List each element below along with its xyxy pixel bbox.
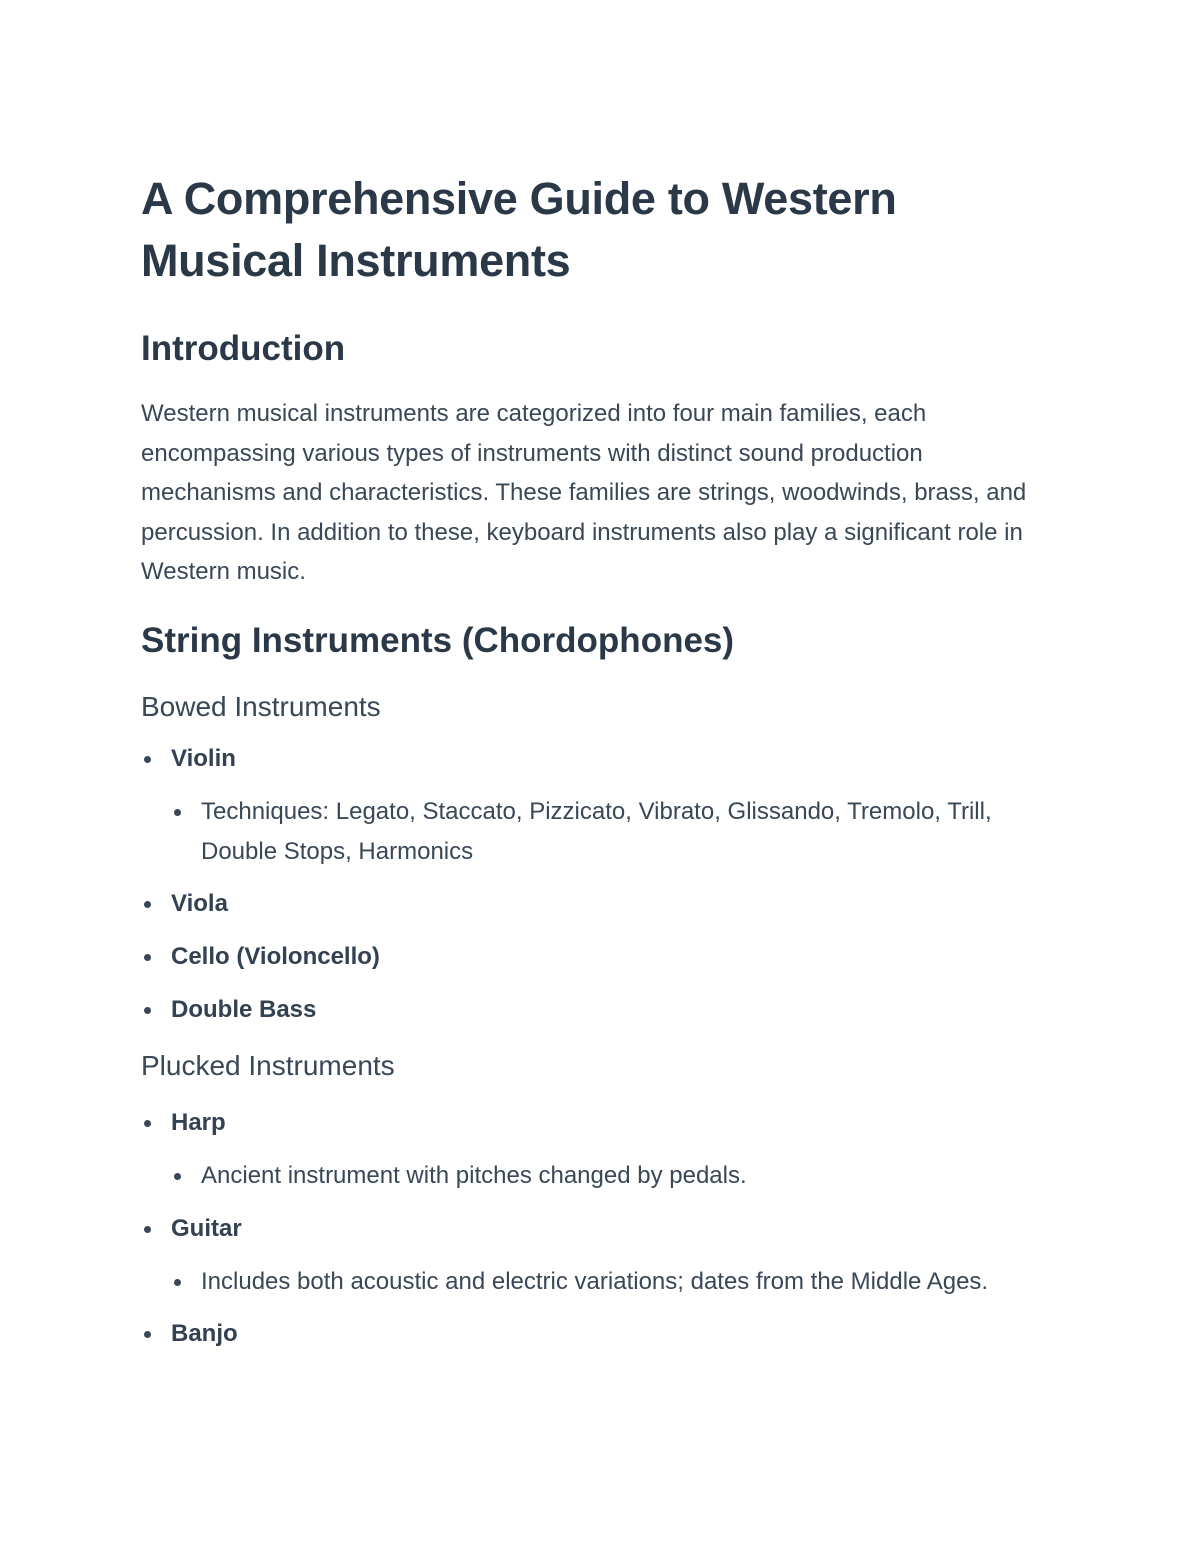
list-item-banjo — [141, 1314, 1061, 1354]
list-item-harp — [141, 1103, 1061, 1143]
list-item-guitar — [141, 1209, 1061, 1249]
list-item-cello — [141, 937, 1061, 977]
bullet-icon — [144, 954, 151, 961]
intro-paragraph: Western musical instruments are categorized into four main families, each encompassing various types of instruments with distinct sound production mechanisms and characteristics. These families are strings, woodwinds, brass, and percussion. In addition to these, keyboard instruments also play a significant role in Western music. — [141, 400, 1027, 585]
list-item-text: Techniques: Legato, Staccato, Pizzicato, Vibrato, Glissando, Tremolo, Trill, Double Stops, Harmonics — [201, 797, 992, 865]
bowed-heading: Bowed Instruments — [141, 690, 381, 722]
list-item-harp-note — [141, 1156, 1061, 1196]
bowed-list — [141, 739, 1061, 1030]
list-item-viola — [141, 884, 1061, 924]
list-item-text: Ancient instrument with pitches changed by pedals. — [201, 1161, 747, 1189]
bullet-icon — [144, 1007, 151, 1014]
page-title: A Comprehensive Guide to Western Musical Instruments — [141, 173, 897, 286]
list-item-guitar-note — [141, 1262, 1061, 1302]
list-item-violin-note — [141, 792, 1061, 872]
list-item-label: Double Bass — [171, 995, 317, 1023]
bullet-icon — [174, 809, 181, 816]
bullet-icon — [144, 1331, 151, 1338]
list-item-label: Viola — [171, 889, 228, 917]
list-item-text: Includes both acoustic and electric variations; dates from the Middle Ages. — [201, 1267, 989, 1295]
bullet-icon — [174, 1173, 181, 1180]
bullet-icon — [144, 901, 151, 908]
list-item-label: Guitar — [171, 1214, 242, 1242]
document-page — [141, 168, 1061, 1354]
bullet-icon — [144, 756, 151, 763]
intro-heading: Introduction — [141, 329, 346, 368]
plucked-list — [141, 1103, 1061, 1354]
plucked-heading: Plucked Instruments — [141, 1049, 395, 1081]
list-item-label: Banjo — [171, 1319, 238, 1347]
list-item-double-bass — [141, 990, 1061, 1030]
list-item-label: Cello (Violoncello) — [171, 942, 380, 970]
bullet-icon — [174, 1279, 181, 1286]
strings-heading: String Instruments (Chordophones) — [141, 620, 735, 660]
list-item-label: Harp — [171, 1108, 226, 1136]
list-item-violin — [141, 739, 1061, 779]
bullet-icon — [144, 1226, 151, 1233]
bullet-icon — [144, 1120, 151, 1127]
list-item-label: Violin — [171, 744, 236, 772]
